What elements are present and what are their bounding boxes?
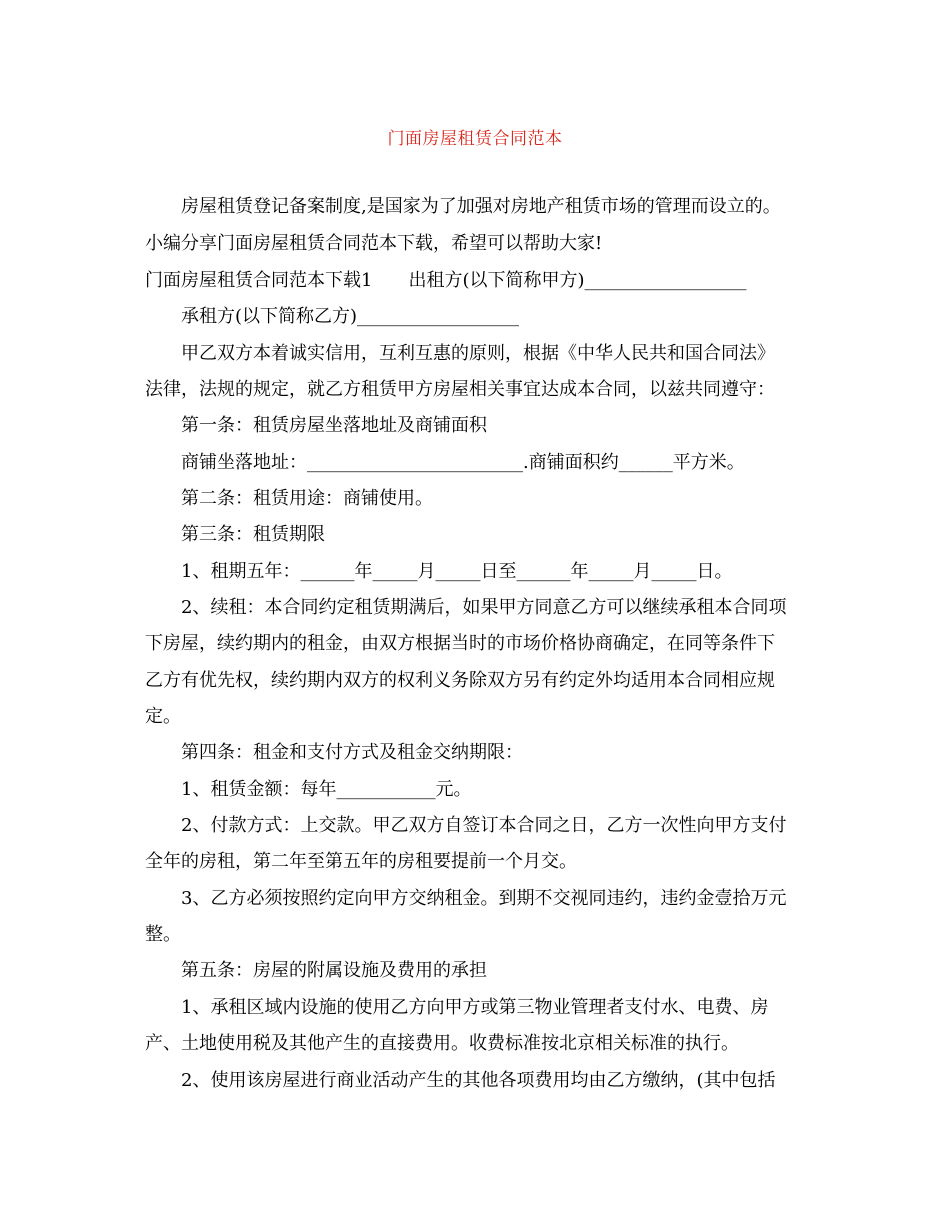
text-line: 小编分享门面房屋租赁合同范本下载，希望可以帮助大家! xyxy=(145,233,603,254)
text-line: 1、租期五年：______年_____月_____日至______年_____月_____日。 xyxy=(181,561,733,582)
text-line: 2、续租：本合同约定租赁期满后，如果甲方同意乙方可以继续承租本合同项 xyxy=(181,597,787,618)
document-title: 门面房屋租赁合同范本 xyxy=(387,129,563,149)
text-line: 商铺坐落地址：________________________.商铺面积约______平方米。 xyxy=(181,452,745,473)
text-line: 第二条：租赁用途：商铺使用。 xyxy=(181,488,433,509)
text-line: 2、付款方式：上交款。甲乙双方自签订本合同之日，乙方一次性向甲方支付 xyxy=(181,815,787,836)
text-line: 甲乙双方本着诚实信用，互利互惠的原则，根据《中华人民共和国合同法》 xyxy=(181,343,775,364)
text-line: 房屋租赁登记备案制度,是国家为了加强对房地产租赁市场的管理而设立的。 xyxy=(181,196,781,217)
text-line: 下房屋，续约期内的租金，由双方根据当时的市场价格协商确定，在同等条件下 xyxy=(145,633,775,654)
text-line: 定。 xyxy=(145,706,181,727)
text-line: 第五条：房屋的附属设施及费用的承担 xyxy=(181,960,487,981)
text-line: 承租方(以下简称乙方)__________________ xyxy=(181,306,520,327)
text-line: 第一条：租赁房屋坐落地址及商铺面积 xyxy=(181,415,487,436)
text-line: 第三条：租赁期限 xyxy=(181,524,325,545)
text-line: 乙方有优先权，续约期内双方的权利义务除双方另有约定外均适用本合同相应规 xyxy=(145,670,775,691)
text-line: 1、承租区域内设施的使用乙方向甲方或第三物业管理者支付水、电费、房 xyxy=(181,997,769,1018)
text-line: 法律，法规的规定，就乙方租赁甲方房屋相关事宜达成本合同，以兹共同遵守： xyxy=(145,379,775,400)
text-line: 门面房屋租赁合同范本下载1 出租方(以下简称甲方)__________________ xyxy=(145,270,747,291)
text-line: 第四条：租金和支付方式及租金交纳期限： xyxy=(181,742,523,763)
text-line: 全年的房租，第二年至第五年的房租要提前一个月交。 xyxy=(145,851,577,872)
text-line: 整。 xyxy=(145,924,181,945)
text-line: 产、土地使用税及其他产生的直接费用。收费标准按北京相关标准的执行。 xyxy=(145,1033,739,1054)
text-line: 1、租赁金额：每年___________元。 xyxy=(181,779,472,800)
text-line: 3、乙方必须按照约定向甲方交纳租金。到期不交视同违约，违约金壹拾万元 xyxy=(181,888,787,909)
text-line: 2、使用该房屋进行商业活动产生的其他各项费用均由乙方缴纳，(其中包括 xyxy=(181,1070,776,1091)
